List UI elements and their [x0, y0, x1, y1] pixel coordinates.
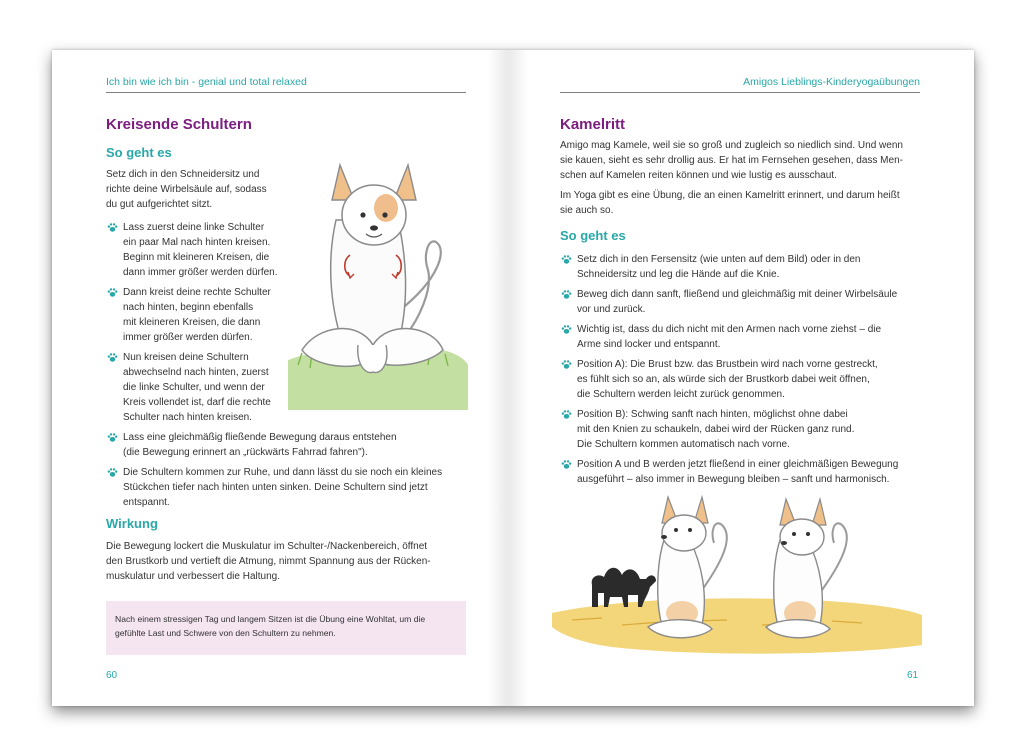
list-item: Setz dich in den Fersensitz (wie unten auf dem Bild) oder in den Schneidersitz und leg die Hände auf die Knie. — [560, 252, 922, 282]
left-subhead-how: So geht es — [106, 145, 172, 160]
right-intro-2: Im Yoga gibt es eine Übung, die an einen Kamelritt erinnert, und darum heißt sie auch so. — [560, 190, 900, 216]
paw-icon — [107, 467, 118, 478]
running-head-right: Amigos Lieblings-Kinderyogaübungen — [560, 76, 920, 93]
cat-shoulder-circles-illustration — [288, 160, 468, 410]
list-item: Die Schultern kommen zur Ruhe, und dann lässt du sie noch ein kleines Stückchen tiefer nach hinten unten sinken. Deine Schultern sind jetzt entspannt. — [106, 465, 466, 510]
running-head-left: Ich bin wie ich bin - genial und total relaxed — [106, 76, 466, 93]
list-item: Nun kreisen deine Schultern abwechselnd nach hinten, zuerst die linke Schulter, und wenn der Kreis vollendet ist, darf die rechte Schulter nach hinten kreisen. — [106, 350, 466, 425]
left-intro: Setz dich in den Schneidersitz und richte deine Wirbelsäule auf, sodass du gut aufgerichtet sitzt. — [106, 169, 267, 210]
paw-icon — [561, 409, 572, 420]
page-number-left: 60 — [106, 670, 118, 681]
paw-icon — [561, 254, 572, 265]
left-page-title: Kreisende Schultern — [106, 116, 252, 133]
right-intro: Amigo mag Kamele, weil sie so groß und zugleich so niedlich sind. Und wenn sie kauen, sieht es sehr drollig aus. Er hat im Fernsehen gesehen, dass Men- schen auf Kamelen reiten können und wie lustig es ausschaut. — [560, 140, 903, 181]
paw-icon — [107, 222, 118, 233]
paw-icon — [561, 324, 572, 335]
paw-icon — [561, 459, 572, 470]
paw-icon — [561, 289, 572, 300]
effect-paragraph: Die Bewegung lockert die Muskulatur im Schulter-/Nackenbereich, öffnet den Brustkorb und vertieft die Atmung, nimmt Spannung aus der Rücken- muskulatur und verbessert die Haltung. — [106, 541, 431, 582]
list-item: Wichtig ist, dass du dich nicht mit den Armen nach vorne ziehst – die Arme sind locker und entspannt. — [560, 322, 922, 352]
right-page-title: Kamelritt — [560, 116, 626, 133]
paw-icon — [107, 432, 118, 443]
paw-icon — [561, 359, 572, 370]
right-subhead-how: So geht es — [560, 228, 626, 243]
list-item: Beweg dich dann sanft, fließend und gleichmäßig mit deiner Wirbelsäule vor und zurück. — [560, 287, 922, 317]
list-item: Lass eine gleichmäßig fließende Bewegung daraus entstehen (die Bewegung erinnert an „rückwärts Fahrrad fahren"). — [106, 430, 466, 460]
kamelritt-illustration — [552, 495, 922, 670]
list-item: Lass zuerst deine linke Schulter ein paar Mal nach hinten kreisen. Beginn mit kleineren Kreisen, die dann immer größer werden dürfen. — [106, 220, 466, 280]
list-item: Position A): Die Brust bzw. das Brustbein wird nach vorne gestreckt, es fühlt sich so an, als würde sich der Brustkorb dabei weit öffnen, die Schultern werden leicht zurück genommen. — [560, 357, 922, 402]
list-item: Position A und B werden jetzt fließend in einer gleichmäßigen Bewegung ausgeführt – also immer in Bewegung bleiben – sanft und harmonisch. — [560, 457, 922, 487]
paw-icon — [107, 352, 118, 363]
info-box: Nach einem stressigen Tag und langem Sitzen ist die Übung eine Wohltat, um die gefühlte Last und Schwere von den Schultern zu nehmen. — [106, 601, 466, 655]
page-number-right: 61 — [907, 670, 919, 681]
camel-silhouette — [592, 568, 656, 607]
left-subhead-effect: Wirkung — [106, 516, 158, 531]
paw-icon — [107, 287, 118, 298]
list-item: Position B): Schwing sanft nach hinten, möglichst ohne dabei mit den Knien zu schaukeln, dabei wird der Rücken ganz rund. Die Schultern kommen automatisch nach vorne. — [560, 407, 922, 452]
list-item: Dann kreist deine rechte Schulter nach hinten, beginn ebenfalls mit kleineren Kreisen, die dann immer größer werden dürfen. — [106, 285, 466, 345]
right-bullet-list — [560, 252, 922, 492]
